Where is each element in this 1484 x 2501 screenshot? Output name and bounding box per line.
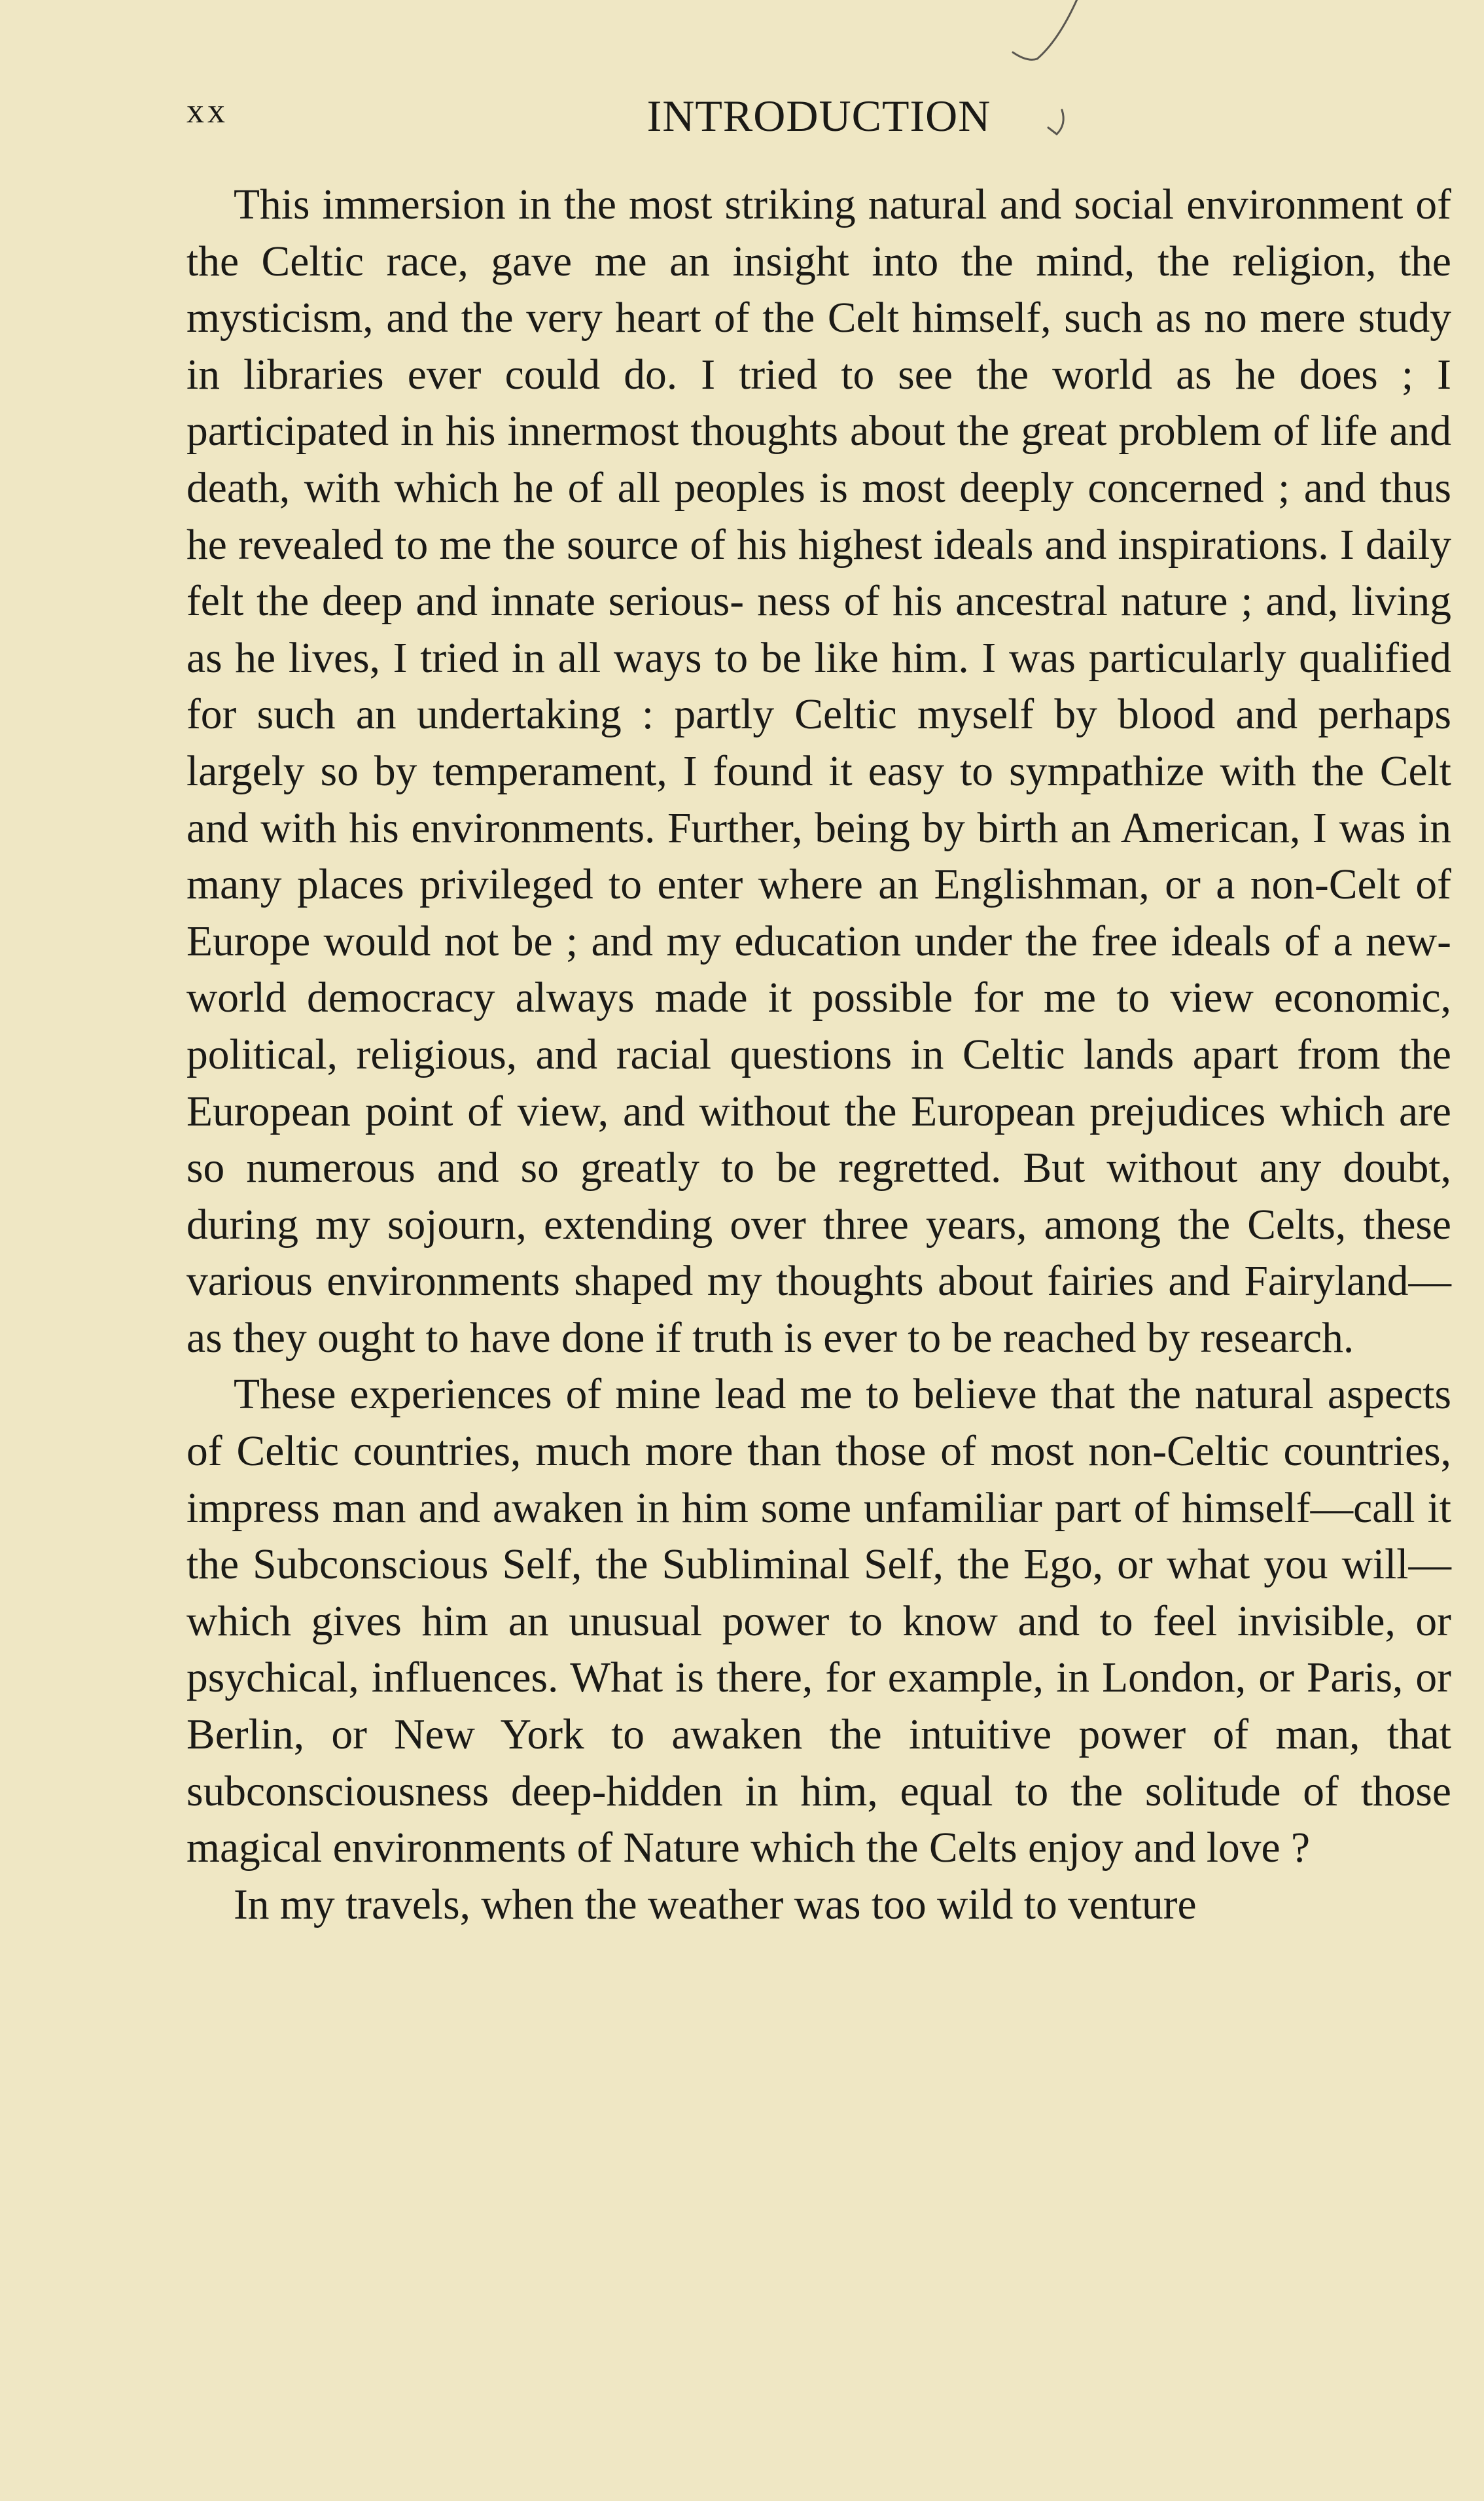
paragraph-2: These experiences of mine lead me to believe that the natural aspects of Celtic countries, much more than those of most non-Celtic countries, impress man and awaken in him some unfamiliar part of himself—call it the Subconscious Self, the Subliminal Self, the Ego, or what you will—which gives him an unusual power to know and to feel invisible, or psychical, influences. What is there, for example, in London, or Paris, or Berlin, or New York to awaken the intuitive power of man, that subconsciousness deep-hidden in him, equal to the solitude of those magical environments of Nature which the Celts enjoy and love ? [186,1371,1451,1872]
page-header [186,90,1451,156]
pencil-check-mark [1008,0,1093,164]
paragraph-1: This immersion in the most striking natural and social environment of the Celtic race, gave me an insight into the mind, the religion, the mysticism, and the very heart of the Celt himself, such as no mere study in libraries ever could do. I tried to see the world as he does ; I participated in his innermost thoughts about the great problem of life and death, with which he of all peoples is most deeply concerned ; and thus he revealed to me the source of his highest ideals and inspirations. I daily felt the deep and innate serious- ness of his ancestral nature ; and, living as he lives, I tried in all ways to be like him. I was particularly qualified for such an undertaking : partly Celtic myself by blood and perhaps largely so by temperament, I found it easy to sympathize with the Celt and with his environments. Further, being by birth an American, I was in many places privileged to enter where an Englishman, or a non-Celt of Europe would not be ; and my education under the free ideals of a new-world democracy always made it possible for me to view economic, political, religious, and racial questions in Celtic lands apart from the European point of view, and without the European prejudices which are so numerous and so greatly to be regretted. But without any doubt, during my sojourn, extending over three years, among the Celts, these various environments shaped my thoughts about fairies and Fairyland—as they ought to have done if truth is ever to be reached by research. [186,181,1451,1362]
page-number: xx [186,91,228,130]
running-head: INTRODUCTION [646,91,991,141]
paragraph-3: In my travels, when the weather was too wild to venture [234,1881,1197,1928]
body-text [186,177,1451,1933]
